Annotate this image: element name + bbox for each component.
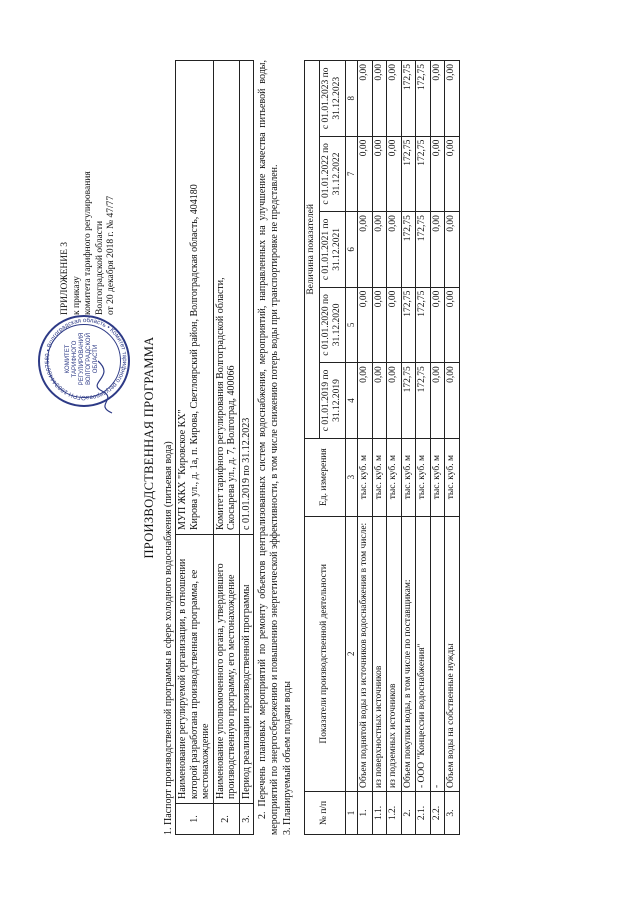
- passport-name: Период реализации производственной программы: [239, 535, 254, 804]
- appendix-to: к приказу: [71, 276, 82, 315]
- row-value: 172,75: [401, 363, 416, 439]
- table-row: [387, 61, 402, 835]
- passport-num: 3.: [239, 804, 254, 835]
- row-value: 0,00: [387, 363, 402, 439]
- row-value: 0,00: [430, 212, 445, 288]
- row-indicator: -: [430, 516, 445, 791]
- seal-inner-line: ОБЛАСТИ: [93, 344, 99, 374]
- group-header: Величина показателей: [305, 61, 320, 439]
- row-value: 0,00: [430, 61, 445, 137]
- row-value: 0,00: [358, 363, 373, 439]
- passport-name: Наименование уполномоченного органа, утвердившего производственную программу, его местонахождение: [213, 535, 239, 804]
- period-header: с 01.01.2022 по 31.12.2022: [319, 136, 345, 212]
- row-unit: тыс. куб. м: [416, 438, 431, 516]
- section3-heading: 3. Планируемый объем подачи воды: [282, 681, 294, 835]
- period-header: с 01.01.2021 по 31.12.2021: [319, 212, 345, 288]
- passport-num: 2.: [213, 804, 239, 835]
- row-value: 0,00: [358, 212, 373, 288]
- section1-heading: 1. Паспорт производственной программы в сфере холодного водоснабжения (питьевая вода): [163, 441, 174, 835]
- row-indicator: Объем воды на собственные нужды: [445, 516, 460, 791]
- column-index: 1: [345, 792, 358, 835]
- period-header: с 01.01.2020 по 31.12.2020: [319, 287, 345, 363]
- row-unit: тыс. куб. м: [430, 438, 445, 516]
- passport-value-line1: с 01.01.2019 по 31.12.2023: [240, 417, 252, 530]
- row-value: 172,75: [416, 363, 431, 439]
- row-value: 0,00: [445, 363, 460, 439]
- row-indicator: Объем покупки воды, в том числе по поставщикам:: [401, 516, 416, 791]
- row-value: 0,00: [445, 136, 460, 212]
- row-unit: тыс. куб. м: [445, 438, 460, 516]
- row-num: 3.: [445, 792, 460, 835]
- row-value: 0,00: [358, 287, 373, 363]
- row-num: 2.1.: [416, 792, 431, 835]
- row-num: 1.1.: [372, 792, 387, 835]
- seal-inner-line: КОМИТЕТ: [65, 344, 71, 374]
- section2-text: 2. Перечень плановых мероприятий по ремонту объектов централизованных систем водоснабжения, мероприятий, направленных на улучшение качества питьевой воды, мероприятий по энергосбережению и повышению энергетической эффективности, в том числе снижению потерь воды при транспортировке не представлен.: [257, 60, 281, 835]
- table-row: [401, 61, 416, 835]
- water-volume-table: [304, 60, 460, 835]
- column-index: 8: [345, 61, 358, 137]
- column-index: 4: [345, 363, 358, 439]
- table-row: [372, 61, 387, 835]
- signature-icon: [90, 357, 120, 417]
- row-value: 172,75: [401, 212, 416, 288]
- header-block: [22, 60, 140, 835]
- passport-row: [176, 61, 214, 835]
- table-row: [416, 61, 431, 835]
- column-index: 7: [345, 136, 358, 212]
- row-value: 0,00: [372, 287, 387, 363]
- row-value: 172,75: [416, 136, 431, 212]
- row-indicator: из подземных источников: [387, 516, 402, 791]
- row-num: 2.2.: [430, 792, 445, 835]
- row-value: 172,75: [401, 61, 416, 137]
- row-value: 172,75: [401, 287, 416, 363]
- row-value: 0,00: [445, 287, 460, 363]
- row-value: 0,00: [430, 363, 445, 439]
- col-num-header: № п/п: [305, 792, 346, 835]
- row-unit: тыс. куб. м: [358, 438, 373, 516]
- row-value: 0,00: [372, 136, 387, 212]
- passport-value-line1: МУП ЖКХ "Кировское КХ": [177, 409, 188, 530]
- row-value: 0,00: [372, 61, 387, 137]
- passport-value: [176, 61, 214, 535]
- row-value: 0,00: [387, 136, 402, 212]
- passport-value: [239, 61, 254, 535]
- appendix-note: [60, 30, 118, 315]
- passport-row: [239, 61, 254, 835]
- table-row: [445, 61, 460, 835]
- row-indicator: из поверхностных источников: [372, 516, 387, 791]
- row-value: 172,75: [416, 287, 431, 363]
- seal-inner-line: РЕГУЛИРОВАНИЯ: [79, 332, 85, 386]
- col-unit-header: Ед. измерения: [305, 438, 346, 516]
- column-index: 6: [345, 212, 358, 288]
- seal-inner-line: ТАРИФНОГО: [72, 340, 78, 378]
- passport-table: [175, 60, 254, 835]
- passport-value-line2: Скосырева ул., д. 7, Волгоград, 400066: [226, 365, 237, 530]
- passport-value: [213, 61, 239, 535]
- row-unit: тыс. куб. м: [387, 438, 402, 516]
- row-value: 0,00: [358, 136, 373, 212]
- row-value: 0,00: [430, 287, 445, 363]
- row-value: 0,00: [387, 212, 402, 288]
- page-title: ПРОИЗВОДСТВЕННАЯ ПРОГРАММА: [142, 336, 156, 559]
- passport-value-line2: Кирова ул., д. 1а, п. Кирова, Светлоярский район, Волгоградская область, 404180: [188, 184, 200, 530]
- row-value: 0,00: [358, 61, 373, 137]
- appendix-line: ПРИЛОЖЕНИЕ 3: [60, 241, 70, 315]
- table-row: [358, 61, 373, 835]
- row-indicator: - ООО "Концессии водоснабжения": [416, 516, 431, 791]
- column-index: 3: [345, 438, 358, 516]
- row-value: 0,00: [445, 61, 460, 137]
- passport-value-line1: Комитет тарифного регулирования Волгоградской области,: [214, 277, 226, 530]
- row-value: 0,00: [387, 287, 402, 363]
- committee-line-1: комитета тарифного регулирования: [83, 171, 93, 315]
- row-value: 0,00: [430, 136, 445, 212]
- order-reference: от 20 декабря 2018 г. № 47/77: [106, 195, 116, 315]
- passport-name: Наименование регулируемой организации, в отношении которой разработана производственная программа, ее местонахождение: [176, 535, 214, 804]
- row-unit: тыс. куб. м: [372, 438, 387, 516]
- period-header: с 01.01.2023 по 31.12.2023: [319, 61, 345, 137]
- row-num: 1.2.: [387, 792, 402, 835]
- passport-row: [213, 61, 239, 835]
- col-indicator-header: Показатели производственной деятельности: [305, 516, 346, 791]
- row-value: 172,75: [416, 212, 431, 288]
- passport-num: 1.: [176, 804, 214, 835]
- column-index: 5: [345, 287, 358, 363]
- table-row: [430, 61, 445, 835]
- period-header: с 01.01.2019 по 31.12.2019: [319, 363, 345, 439]
- row-value: 0,00: [372, 363, 387, 439]
- row-value: 172,75: [416, 61, 431, 137]
- svg-text:ОГРН 1083444007560 • Волгоград: ОГРН 1083444007560 • Волгоградская область • Комитет тарифного регулирова: [43, 316, 129, 402]
- row-value: 172,75: [401, 136, 416, 212]
- row-indicator: Объем поднятой воды из источников водоснабжения в том числе:: [358, 516, 373, 791]
- row-num: 2.: [401, 792, 416, 835]
- row-value: 0,00: [387, 61, 402, 137]
- row-value: 0,00: [445, 212, 460, 288]
- row-unit: тыс. куб. м: [401, 438, 416, 516]
- row-num: 1.: [358, 792, 373, 835]
- seal-inner-line: ВОЛГОГРАДСКОЙ: [86, 333, 92, 385]
- column-index: 2: [345, 516, 358, 791]
- row-value: 0,00: [372, 212, 387, 288]
- committee-line-2: Волгоградской области: [94, 220, 105, 315]
